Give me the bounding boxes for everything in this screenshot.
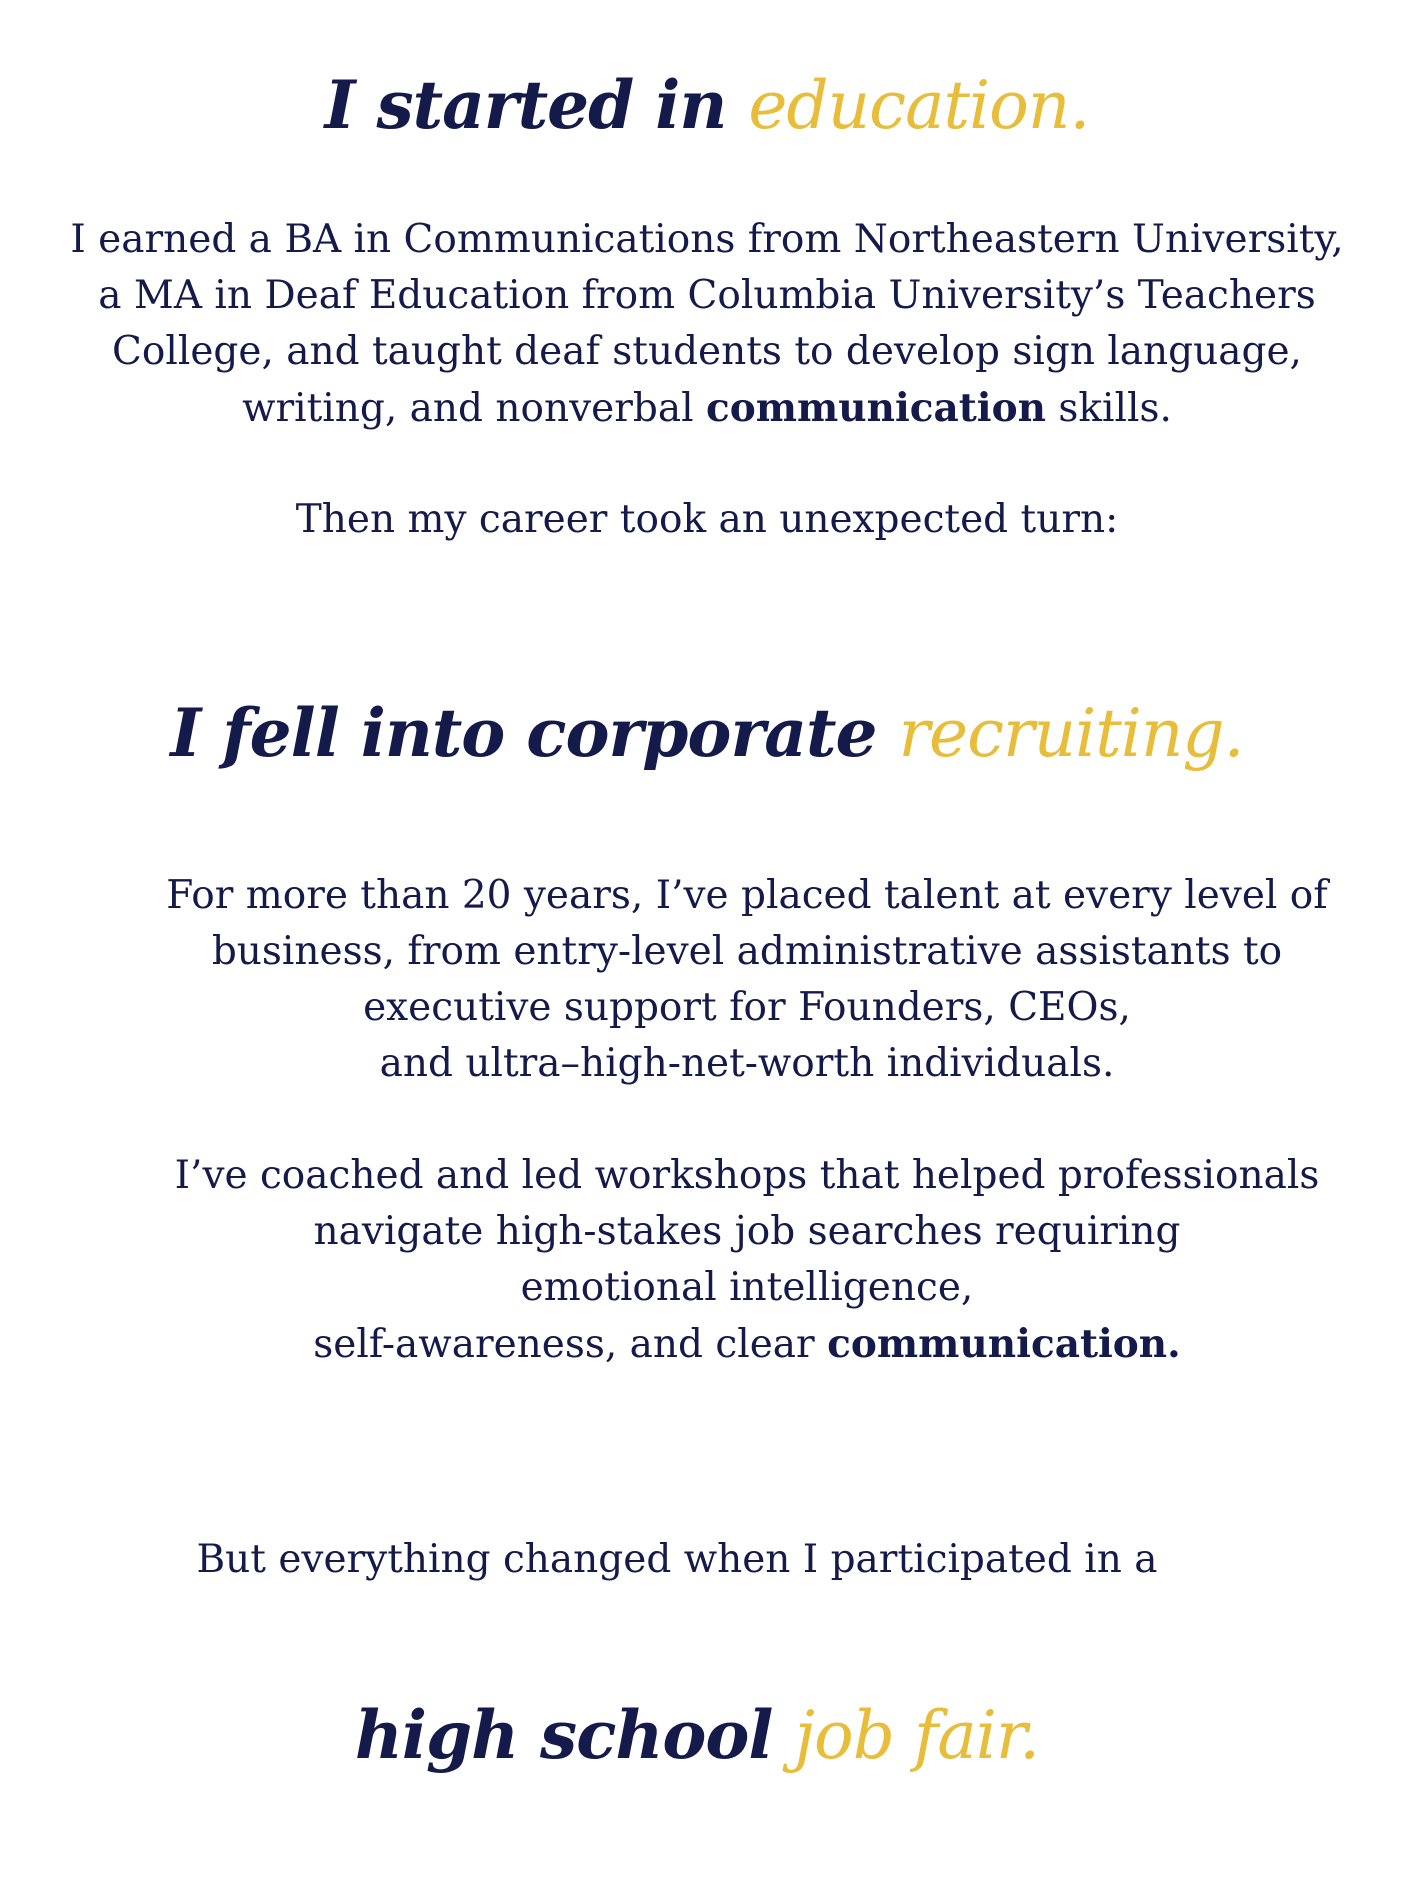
education-line-3: College, and taught deaf students to develop sign language, (112, 329, 1302, 374)
jobfair-intro (0, 1532, 1384, 1588)
education-line-2: a MA in Deaf Education from Columbia University’s Teachers (98, 273, 1316, 318)
recruiting-p2-line-4-bold: communication. (827, 1321, 1181, 1367)
recruiting-p1-line-2: business, from entry-level administrative assistants to (211, 929, 1283, 974)
education-paragraph (0, 212, 1414, 437)
recruiting-p2-line-3: emotional intelligence, (520, 1265, 974, 1310)
heading-jobfair (0, 1696, 1404, 1774)
recruiting-paragraph-1 (40, 868, 1414, 1092)
recruiting-p2-line-4 (40, 1316, 1414, 1373)
education-line-4-bold: communication (705, 385, 1046, 431)
transition-line: Then my career took an unexpected turn: (295, 497, 1119, 542)
heading-recruiting-dark: I fell into corporate (170, 694, 877, 772)
recruiting-p1-line-3: executive support for Founders, CEOs, (363, 985, 1131, 1030)
education-line-4 (0, 380, 1414, 437)
recruiting-p2-line-2: navigate high-stakes job searches requiring (313, 1209, 1181, 1254)
recruiting-p1-line-4: and ultra–high-net-worth individuals. (379, 1041, 1115, 1086)
education-line-4-post: skills. (1058, 386, 1172, 431)
education-line-1: I earned a BA in Communications from Northeastern University, (70, 217, 1344, 262)
heading-education-gold: education. (748, 67, 1090, 144)
recruiting-p2-line-4-pre: self-awareness, and clear (313, 1322, 815, 1367)
education-line-4-pre: writing, and nonverbal (242, 386, 694, 431)
heading-recruiting-gold: recruiting. (898, 695, 1244, 772)
recruiting-paragraph-2 (40, 1148, 1414, 1373)
jobfair-intro-line: But everything changed when I participated in a (196, 1537, 1158, 1582)
heading-recruiting (0, 694, 1414, 772)
heading-jobfair-dark: high school (354, 1696, 773, 1774)
heading-education-dark: I started in (324, 66, 727, 144)
heading-education (0, 66, 1414, 144)
transition-text (0, 492, 1414, 548)
recruiting-p2-line-1: I’ve coached and led workshops that helped professionals (174, 1153, 1320, 1198)
heading-jobfair-gold: job fair. (794, 1697, 1040, 1774)
recruiting-p1-line-1: For more than 20 years, I’ve placed talent at every level of (166, 873, 1328, 918)
